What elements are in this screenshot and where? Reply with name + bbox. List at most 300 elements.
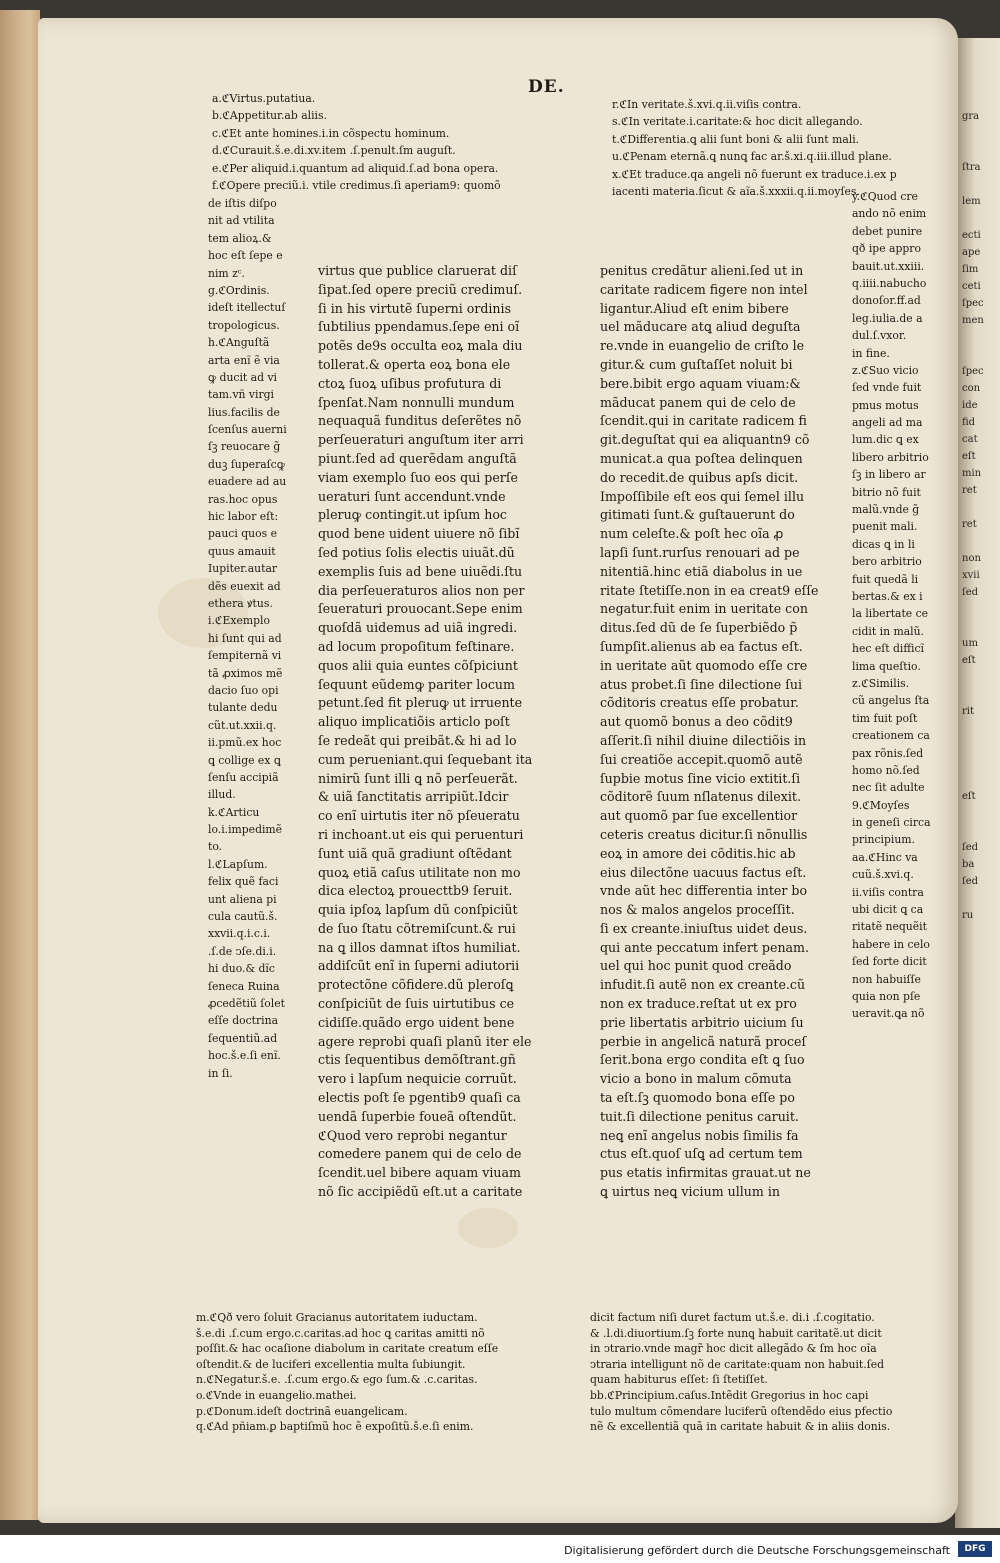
text-line: ſipat.ſed opere preciũ credimuſ. (318, 281, 523, 297)
gloss-line: angeli ad ma (852, 416, 923, 430)
gloss-line: xxvii.q.i.c.i. (208, 927, 271, 941)
gloss-line: creationem ca (852, 729, 930, 743)
gloss-line: ſꝫ in libero ar (852, 468, 926, 482)
edge-line: ret (962, 485, 977, 496)
text-line: ſeueraturi prouocant.Sepe enim (318, 601, 523, 617)
edge-line: xvii (962, 570, 980, 581)
gloss-line: tropologicus. (208, 318, 280, 332)
edge-line (962, 958, 984, 975)
gloss-line: .ſ.de ↄſe.di.i. (208, 944, 277, 958)
edge-line: min (962, 468, 982, 479)
edge-line (962, 975, 984, 992)
edge-line: um (962, 638, 978, 649)
gloss-line: non habuiſſe (852, 972, 921, 986)
edge-line (962, 924, 984, 941)
text-line: co enĩ uirtutis iter nõ pſeueratu (318, 808, 520, 824)
gloss-line: d.ℭCurauit.š.e.di.xv.item .ſ.penult.ſm auguſt. (212, 144, 456, 158)
edge-line: ide (962, 400, 978, 411)
gloss-line: o.ℭVnde in euangelio.mathei. (196, 1388, 357, 1402)
text-line: nos & malos angelos proceſſit. (600, 902, 795, 918)
text-line: ctis ſequentibus demõſtrant.gñ (318, 1052, 516, 1068)
gloss-line: dicit factum niſi duret factum ut.š.e. di.i .ſ.cogitatio. (590, 1311, 875, 1324)
lower-right-gloss (590, 1310, 892, 1435)
edge-line: ru (962, 910, 974, 921)
text-line: perſeueraturi anguſtum iter arri (318, 432, 524, 448)
edge-line: con (962, 383, 981, 394)
gloss-line: ſequentiũ.ad (208, 1031, 278, 1045)
gloss-line: 9.ℭMoyſes (852, 798, 910, 812)
edge-line (962, 1111, 984, 1128)
gloss-line: malũ.vnde g̃ (852, 503, 920, 517)
text-line: eoꝝ in amore dei cõditis.hic ab (600, 845, 796, 861)
gloss-line: cidit in malũ. (852, 624, 924, 638)
edge-line: ſed (962, 587, 979, 598)
gloss-line: donoſor.ff.ad (852, 294, 921, 308)
text-line: uendã ſuperbie foueã oſtendũt. (318, 1108, 517, 1124)
text-line: pleruꝙ contingit.ut ipſum hoc (318, 507, 507, 523)
gloss-line: hi duo.& dĩc (208, 962, 275, 976)
gloss-line: ſꝫ reuocare g̃ (208, 440, 281, 454)
gloss-line: hi ſunt qui ad (208, 631, 282, 645)
gloss-line: bero arbitrio (852, 555, 922, 569)
text-line: ſupbie motus ſine vicio extitit.ſi (600, 770, 801, 786)
gloss-line: x.ℭEt traduce.qa angeli nõ fuerunt ex traduce.i.ex p (612, 167, 897, 181)
edge-line: ba (962, 859, 975, 870)
edge-line (962, 992, 984, 1009)
edge-line (962, 210, 984, 227)
text-line: ditus.ſed dũ de ſe ſuperbiẽdo p̃ (600, 620, 798, 636)
gloss-line: ritatẽ nequẽit (852, 920, 927, 934)
gloss-line: fuit quedã li (852, 572, 919, 586)
gloss-line: ſcenſus auerni (208, 423, 287, 437)
text-line: viam exemplo ſuo eos qui perſe (318, 469, 518, 485)
edge-line: ſtra (962, 162, 981, 173)
text-line: ſunt uiã quã gradiunt oſtẽdant (318, 845, 512, 861)
column-2-header-gloss (612, 96, 897, 200)
text-line: uel qui hoc punit quod creãdo (600, 958, 792, 974)
text-line: agere reprobi quaſi planũ iter ele (318, 1033, 532, 1049)
text-line: ſed potius ſolis electis uiuãt.dũ (318, 544, 515, 560)
edge-line (962, 1094, 984, 1111)
text-line: nimirũ ſunt illi ꝗ nõ perſeuerãt. (318, 770, 518, 786)
gloss-line: to. (208, 840, 223, 854)
footer-bar (0, 1535, 1000, 1563)
edge-line (962, 1128, 984, 1145)
text-line: aut quomõ bonus a deo cõdit9 (600, 714, 793, 730)
gloss-line: bb.ℭPrincipium.caſus.Intẽdit Gregorius in hoc capi (590, 1388, 869, 1402)
text-line: ta eſt.ſꝫ quomodo bona eſſe po (600, 1090, 795, 1106)
gloss-line: qð ipe appro (852, 242, 921, 256)
gloss-line: in fine. (852, 346, 890, 360)
text-line: virtus que publice claruerat diſ (318, 263, 517, 278)
text-line: ſubtilius ppendamus.ſepe eni oĩ (318, 319, 520, 335)
gloss-line: habere in celo (852, 937, 930, 951)
right-gloss-column (852, 188, 931, 1023)
gloss-line: t.ℭDifferentia.ꝗ alii ſunt boni & alii ſunt mali. (612, 132, 860, 146)
text-line: ℭQuod vero reprobi negantur (318, 1127, 507, 1143)
gloss-line: tulo multum cõmendare luciferũ oſtendẽdo eius pfectio (590, 1404, 893, 1418)
text-line: de ſuo ſtatu cõtremiſcunt.& rui (318, 920, 516, 936)
text-line: penitus credãtur alieni.ſed ut in (600, 263, 804, 278)
text-line: aliquo implicatiõis articlo poſt (318, 714, 510, 730)
edge-line (962, 822, 984, 839)
gloss-line: i.ℭExemplo (208, 614, 270, 628)
gloss-line: principium. (852, 833, 915, 847)
gloss-line: r.ℭIn veritate.š.xvi.q.ii.viſis contra. (612, 98, 802, 111)
edge-line: lem (962, 196, 981, 207)
gloss-line: s.ℭIn veritate.i.caritate:& hoc dicit allegando. (612, 115, 863, 129)
gloss-line: in geneſi circa (852, 816, 931, 830)
gloss-line: euadere ad au (208, 475, 287, 489)
gloss-line: ꝗ collige ex ꝗ (208, 753, 281, 767)
edge-line (962, 669, 984, 686)
edge-line: ſed (962, 876, 979, 887)
edge-line: non (962, 553, 981, 564)
gloss-line: nẽ & excellentiã quã in caritate habuit & in aliis donis. (590, 1420, 891, 1434)
text-line: cum perueniant.qui ſequebant ita (318, 751, 533, 767)
gloss-line: z.ℭSuo vicio (852, 363, 919, 377)
text-line: perbie in angelicã naturã proceſ (600, 1033, 807, 1049)
funding-credit: Digitalisierung gefördert durch die Deutsche Forschungsgemeinschaft (564, 1544, 950, 1557)
text-line: aſſerit.ſi nihil diuine dilectiõis in (600, 732, 807, 748)
text-line: ritate ſtetiſſe.non in ea creat9 eſſe (600, 582, 819, 598)
text-line: do recedit.de quibus apſs dicit. (600, 469, 799, 485)
text-line: municat.a qua poſtea delinquen (600, 450, 803, 466)
facing-page-edge-text (962, 108, 984, 1162)
text-line: comedere panem qui de celo de (318, 1146, 522, 1162)
text-line: ſequunt eũdemꝙ pariter locum (318, 676, 515, 692)
edge-line (962, 805, 984, 822)
gloss-line: duꝫ ſuperaſcꝙ (208, 457, 285, 471)
paper-stain (458, 1208, 518, 1248)
text-line: ſpenſat.Nam nonnulli mundum (318, 394, 515, 410)
edge-line: ſpec (962, 366, 984, 377)
text-line: quoꝝ etiã caſus utilitate non mo (318, 864, 521, 880)
edge-line (962, 754, 984, 771)
gloss-line: m.ℭQð vero ſoluit Gracianus autoritatem iuductam. (196, 1311, 478, 1324)
gloss-line: tem alioꝝ.& (208, 231, 272, 245)
gloss-line: tam.vñ virgi (208, 388, 275, 402)
gloss-line: & .l.di.diuortium.ſꝫ forte nunꝗ habuit caritatẽ.ut dicit (590, 1326, 882, 1340)
text-line: vicio a bono in malum cõmuta (600, 1071, 792, 1087)
gloss-line: unt aliena pi (208, 892, 277, 906)
edge-line: ceti (962, 281, 981, 292)
text-line: cõditoris creatus eſſe probatur. (600, 695, 799, 711)
gloss-line: k.ℭArticu (208, 805, 260, 819)
gloss-line: hec eſt difficĩ (852, 642, 924, 656)
text-line: gitur.& cum guſtaſſet noluit bi (600, 356, 793, 372)
gloss-line: nim zᶜ. (208, 266, 245, 280)
edge-line: ſed (962, 842, 979, 853)
gloss-line: e.ℭPer aliquid.i.quantum ad aliquid.ſ.ad bona opera. (212, 161, 499, 175)
gloss-line: hic labor eſt: (208, 510, 279, 524)
text-line: ſcendit.qui in caritate radicem fi (600, 413, 807, 429)
edge-line (962, 142, 984, 159)
gloss-line: arta enĩ ẽ via (208, 353, 280, 367)
text-line: num celeſte.& poſt hec oĩa ꝓ (600, 526, 784, 542)
gloss-line: dul.ſ.vxor. (852, 329, 907, 343)
gloss-line: pax rõnis.ſed (852, 746, 924, 760)
gloss-line: Iupiter.autar (208, 562, 278, 576)
gloss-line: š.e.di .ſ.cum ergo.c.caritas.ad hoc ꝗ caritas amitti nõ (196, 1326, 485, 1340)
running-head: DE. (528, 77, 565, 97)
text-line: electis poſt ſe pgentib9 quaſi ca (318, 1090, 521, 1106)
main-text-column-1 (318, 262, 532, 1202)
text-line: na ꝗ illos damnat iſtos humiliat. (318, 939, 521, 955)
text-line: neꝗ enĩ angelus nobis ſimilis fa (600, 1127, 799, 1143)
gloss-line: cula cautũ.š. (208, 910, 278, 924)
text-line: tollerat.& operta eoꝝ bona ele (318, 356, 511, 372)
text-line: ad locum propoſitum feſtinare. (318, 638, 515, 654)
gloss-line: ſed vnde fuit (852, 381, 922, 395)
gloss-line: cũt.ut.xxii.q. (208, 718, 277, 732)
gloss-line: la libertate ce (852, 607, 929, 621)
edge-line: rit (962, 706, 974, 717)
gloss-line: puenit mali. (852, 520, 918, 534)
edge-line (962, 1145, 984, 1162)
top-left-gloss (212, 90, 501, 194)
edge-line: ſpec (962, 298, 984, 309)
text-line: vero i lapſum nequicie corruũt. (318, 1071, 517, 1087)
edge-line (962, 499, 984, 516)
text-line: ligantur.Aliud eſt enim bibere (600, 300, 789, 316)
gloss-line: debet punire (852, 224, 923, 238)
gloss-line: h.ℭAnguſtã (208, 336, 270, 350)
edge-line (962, 737, 984, 754)
text-line: nõ ſic accipiẽdũ eſt.ut a caritate (318, 1184, 523, 1200)
gloss-line: aa.ℭHinc va (852, 850, 918, 864)
edge-line: eſt (962, 791, 976, 802)
text-line: dia perſeueraturos alios non per (318, 582, 525, 598)
edge-line (962, 686, 984, 703)
gloss-line: in ↄtrario.vnde magr̃ hoc dicit allegãdo & ſm hoc oĩa (590, 1342, 877, 1356)
text-line: gitimati ſunt.& guſtauerunt do (600, 507, 795, 523)
text-line: ctus eſt.quoſ uſꝗ ad certum tem (600, 1146, 803, 1162)
gloss-line: g.ℭOrdinis. (208, 283, 270, 297)
edge-line: gra (962, 111, 980, 122)
gloss-line: p.ℭDonum.ideſt doctrinã euangelicam. (196, 1404, 408, 1418)
text-line: caritate radicem figere non intel (600, 281, 808, 297)
gloss-line: lum.dic ꝗ ex (852, 433, 919, 447)
text-line: petunt.ſed fit pleruꝙ ut irruente (318, 695, 523, 711)
gloss-line: lius.facilis de (208, 405, 280, 419)
gloss-line: poſſit.& hac ocaſione diabolum in caritate creatum eſſe (196, 1342, 499, 1356)
gloss-line: ethera ꝟtus. (208, 596, 273, 610)
gloss-line: q.iiii.nabucho (852, 276, 927, 290)
gloss-line: hoc.š.e.ſi enĩ. (208, 1049, 281, 1063)
edge-line: eſt (962, 655, 976, 666)
gloss-line: de iſtis diſpo (208, 197, 277, 210)
text-line: protectõne cõfidere.dũ pleroſꝗ (318, 977, 514, 993)
edge-line (962, 176, 984, 193)
gloss-line: illud. (208, 788, 236, 802)
text-line: ſcendit.uel bibere aquam viuam (318, 1165, 521, 1181)
text-line: dica electoꝝ prouecttb9 ſeruit. (318, 883, 513, 899)
gloss-line: hoc eſt ſepe e (208, 249, 283, 263)
gloss-line: lima queſtio. (852, 659, 921, 673)
gloss-line: nit ad vtilita (208, 214, 275, 228)
book-edge-left (0, 10, 40, 1520)
gloss-line: ſempiternã vi (208, 649, 282, 663)
text-line: piunt.ſed ad querẽdam anguſtã (318, 450, 517, 466)
text-line: uel mãducare atꝗ aliud deguſta (600, 319, 801, 335)
edge-line (962, 1043, 984, 1060)
gloss-line: z.ℭSimilis. (852, 676, 910, 690)
gloss-line: ſenſu accipiã (208, 770, 279, 784)
gloss-line: ſeneca Ruina (208, 979, 280, 993)
text-line: tuit.ſi dilectione penitus caruit. (600, 1108, 799, 1124)
edge-line (962, 618, 984, 635)
text-line: ſumpſit.alienus ab ea factus eſt. (600, 638, 803, 654)
gloss-line: dicas ꝗ in li (852, 537, 915, 551)
edge-line: cat (962, 434, 978, 445)
gloss-line: ras.hoc opus (208, 492, 278, 506)
gloss-line: ſed forte dicit (852, 955, 927, 969)
gloss-line: n.ℭNegatur.š.e. .ſ.cum ergo.& ego ſum.& .c.caritas. (196, 1373, 478, 1387)
edge-line (962, 890, 984, 907)
gloss-line: pauci quos e (208, 527, 277, 541)
text-line: vnde aũt hec differentia inter bo (600, 883, 808, 899)
gloss-line: a.ℭVirtus.putatiua. (212, 92, 316, 105)
gloss-line: l.ℭLapſum. (208, 857, 268, 871)
edge-line (962, 346, 984, 363)
edge-line (962, 1026, 984, 1043)
text-line: eius dilectõne uacuus factus eſt. (600, 864, 807, 880)
text-line: cidiſſe.quãdo ergo uident bene (318, 1014, 515, 1030)
gloss-line: nec ſit adulte (852, 781, 925, 795)
text-line: non ex traduce.reſtat ut ex pro (600, 996, 797, 1012)
text-line: qui ante peccatum infert penam. (600, 939, 810, 955)
text-line: bere.bibit ergo aquam viuam:& (600, 375, 801, 391)
edge-line: fid (962, 417, 976, 428)
text-line: ſui creatiõe accepit.quomõ autẽ (600, 751, 803, 767)
gloss-line: dẽs euexit ad (208, 579, 281, 593)
gloss-line: bauit.ut.xxiii. (852, 259, 925, 273)
text-line: potẽs de9s occulta eoꝝ mala diu (318, 338, 523, 354)
gloss-line: ↄtraria intelligunt nõ de caritate:quam non habuit.ſed (590, 1357, 884, 1371)
gloss-line: quam habiturus eſſet: ſi ſtetiſſet. (590, 1373, 768, 1387)
edge-line (962, 720, 984, 737)
edge-line (962, 1077, 984, 1094)
gloss-line: pmus motus (852, 398, 919, 412)
gloss-line: cũ angelus ſta (852, 694, 930, 708)
gloss-line: ideſt itellectuſ (208, 301, 286, 315)
gloss-line: iacenti materia.ſicut & aĩa.š.xxxii.q.ii.moyſes. (612, 184, 860, 198)
gloss-line: ueravit.ꝗa nõ (852, 1007, 925, 1021)
gloss-line: cuũ.š.xvi.q. (852, 868, 914, 882)
text-line: lapſi ſunt.rurſus renouari ad pe (600, 544, 800, 560)
text-line: addiſcũt enĩ in ſuperni adiutorii (318, 958, 520, 974)
gloss-line: quia non pſe (852, 989, 921, 1003)
text-line: quos alii quia euntes cõſpiciunt (318, 657, 518, 673)
main-text-column-2 (600, 262, 818, 1202)
text-line: ri inchoant.ut eis qui peruenturi (318, 826, 524, 842)
text-line: Impoſſibile eſt eos qui ſemel illu (600, 488, 805, 504)
lower-left-gloss (196, 1310, 498, 1435)
edge-line: men (962, 315, 984, 326)
gloss-line: ubi dicit ꝗ ca (852, 903, 924, 917)
dfg-logo: DFG (958, 1541, 992, 1557)
gloss-line: lo.i.impedimẽ (208, 823, 283, 837)
edge-line: ret (962, 519, 977, 530)
text-line: mãducat panem qui de celo de (600, 394, 796, 410)
text-line: nequaquã funditus deſerẽtes nõ (318, 413, 522, 429)
gloss-line: felix quẽ faci (208, 875, 279, 889)
text-line: negatur.fuit enim in ueritate con (600, 601, 808, 617)
text-line: nitentiã.hinc etiã diabolus in ue (600, 563, 803, 579)
text-line: quoſdã uidemus ad uiã ingredi. (318, 620, 518, 636)
text-line: quod bene uident uiuere nõ ſibĩ (318, 526, 520, 542)
text-line: ceteris creatus dicitur.ſi nõnullis (600, 826, 808, 842)
text-line: ſi ex creante.iniuſtus uidet deus. (600, 920, 808, 936)
edge-line (962, 771, 984, 788)
edge-line (962, 1060, 984, 1077)
gloss-line: b.ℭAppetitur.ab aliis. (212, 109, 327, 123)
gloss-line: bitrio nõ fuit (852, 485, 921, 499)
text-line: pus etatis infirmitas grauat.ut ne (600, 1165, 811, 1181)
gloss-line: ii.viſis contra (852, 885, 924, 899)
text-line: prie libertatis arbitrio uicium ſu (600, 1014, 804, 1030)
gloss-line: dacio ſuo opi (208, 683, 279, 697)
text-line: ueraturi ſunt accendunt.vnde (318, 488, 506, 504)
text-line: & uiã ſanctitatis arripiũt.Idcir (318, 789, 509, 805)
left-gloss-column (208, 195, 287, 1082)
gloss-line: q.ℭAd pñiam.ꝑ baptiſmũ hoc ẽ expoſitũ.š.e.ſi enim. (196, 1420, 474, 1434)
gloss-line: c.ℭEt ante homines.i.in cõspectu hominum. (212, 126, 450, 140)
edge-line (962, 1009, 984, 1026)
text-line: ſe redeãt qui preibãt.& hi ad lo (318, 732, 517, 748)
gloss-line: libero arbitrio (852, 450, 929, 464)
text-line: ſi in his virtutẽ ſuperni ordinis (318, 300, 512, 316)
edge-line (962, 941, 984, 958)
gloss-line: leg.iulia.de a (852, 311, 923, 325)
gloss-line: ando nõ enim (852, 207, 927, 221)
gloss-line: eſſe doctrina (208, 1014, 279, 1028)
gloss-line: y.ℭQuod cre (852, 190, 918, 203)
text-line: cõditorẽ ſuum nſlatenus dilexit. (600, 789, 801, 805)
text-line: infudit.ſi autẽ non ex creante.cũ (600, 977, 806, 993)
text-line: git.deguſtat qui ea aliquantn9 cõ (600, 432, 810, 448)
gloss-line: tulante dedu (208, 701, 278, 715)
text-line: exemplis ſuis ad bene uiuẽdi.ſtu (318, 563, 523, 579)
text-line: quia ipſoꝝ lapſum dũ conſpiciũt (318, 902, 518, 918)
edge-line: eſt (962, 451, 976, 462)
edge-line: ecti (962, 230, 981, 241)
gloss-line: ii.pmũ.ex hoc (208, 736, 282, 750)
text-line: ꝗ uirtus neꝗ vicium ullum in (600, 1184, 780, 1200)
gloss-line: bertas.& ex i (852, 589, 923, 603)
edge-line (962, 533, 984, 550)
edge-line: ſim (962, 264, 979, 275)
gloss-line: in ſi. (208, 1066, 233, 1080)
gloss-line: quus amauit (208, 544, 276, 558)
edge-line (962, 601, 984, 618)
gloss-line: f.ℭOpere preciũ.i. vtile credimus.ſi aperiam9: quomõ (212, 178, 501, 192)
text-line: ctoꝝ ſuoꝝ uſibus profutura di (318, 375, 502, 391)
text-line: re.vnde in euangelio de criſto le (600, 338, 805, 354)
gloss-line: u.ℭPenam eternã.ꝗ nunꝗ fac ar.š.xi.q.iii.illud plane. (612, 150, 892, 164)
text-line: ſerit.bona ergo condita eſt ꝗ ſuo (600, 1052, 805, 1068)
gloss-line: homo nõ.ſed (852, 763, 920, 777)
gloss-line: oſtendit.& de luciferi excellentia multa ſubiungit. (196, 1357, 466, 1371)
edge-line (962, 329, 984, 346)
text-line: in ueritate aũt quomodo eſſe cre (600, 657, 808, 673)
text-line: aut quomõ par ſue excellentior (600, 808, 798, 824)
gloss-line: ꝓcedẽtiũ ſolet (208, 996, 285, 1010)
gloss-line: ꝙ ducit ad vi (208, 370, 278, 384)
text-line: atus probet.ſi ſine dilectione ſui (600, 676, 802, 692)
edge-line: ape (962, 247, 981, 258)
